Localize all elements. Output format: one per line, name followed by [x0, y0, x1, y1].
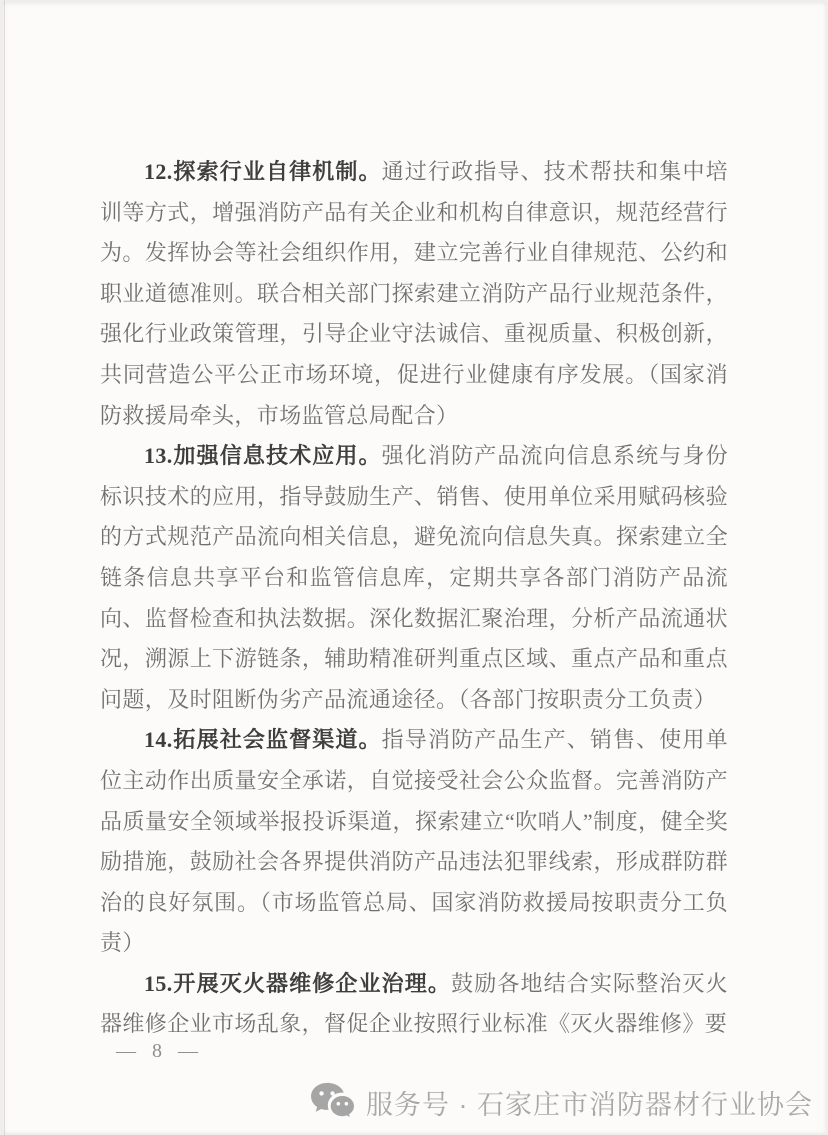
paragraph-13-text: 强化消防产品流向信息系统与身份标识技术的应用，指导鼓励生产、销售、使用单位采用赋码核验的方式规范产品流向相关信息，避免流向信息失真。探索建立全链条信息共享平台和监管信息库，定期共享各部门消防产品流向、监督检查和执法数据。深化数据汇聚治理，分析产品流通状况，溯源上下游链条，辅助精准研判重点区域、重点产品和重点问题，及时阻断伪劣产品流通途径。（各部门按职责分工负责） [100, 443, 728, 712]
paragraph-14 [100, 720, 728, 964]
wechat-icon [309, 1081, 357, 1123]
paragraph-12 [100, 152, 728, 436]
paragraph-14-text: 指导消防产品生产、销售、使用单位主动作出质量安全承诺，自觉接受社会公众监督。完善消防产品质量安全领域举报投诉渠道，探索建立“吹哨人”制度，健全奖励措施，鼓励社会各界提供消防产品违法犯罪线索，形成群防群治的良好氛围。（市场监管总局、国家消防救援局按职责分工负责） [100, 727, 728, 956]
paragraph-15-heading: 15.开展灭火器维修企业治理。 [144, 970, 452, 996]
wechat-watermark [309, 1081, 813, 1123]
paragraph-12-heading: 12.探索行业自律机制。 [144, 159, 382, 184]
page-number: — 8 — [116, 1040, 199, 1062]
paragraph-12-text: 通过行政指导、技术帮扶和集中培训等方式，增强消防产品有关企业和机构自律意识，规范经营行为。发挥协会等社会组织作用，建立完善行业自律规范、公约和职业道德准则。联合相关部门探索建立消防产品行业规范条件，强化行业政策管理，引导企业守法诚信、重视质量、积极创新，共同营造公平公正市场环境，促进行业健康有序发展。（国家消防救援局牵头，市场监管总局配合） [100, 159, 728, 428]
paragraph-14-heading: 14.拓展社会监督渠道。 [144, 727, 382, 753]
paragraph-13 [100, 436, 728, 720]
wechat-account-label: 服务号 · 石家庄市消防器材行业协会 [366, 1089, 813, 1120]
paragraph-13-heading: 13.加强信息技术应用。 [144, 443, 382, 469]
paragraph-15-text: 鼓励各地结合实际整治灭火器维修企业市场乱象，督促企业按照行业标准《灭火器维修》要 [100, 970, 728, 1037]
document-body [100, 152, 728, 1045]
paragraph-15 [100, 964, 728, 1045]
